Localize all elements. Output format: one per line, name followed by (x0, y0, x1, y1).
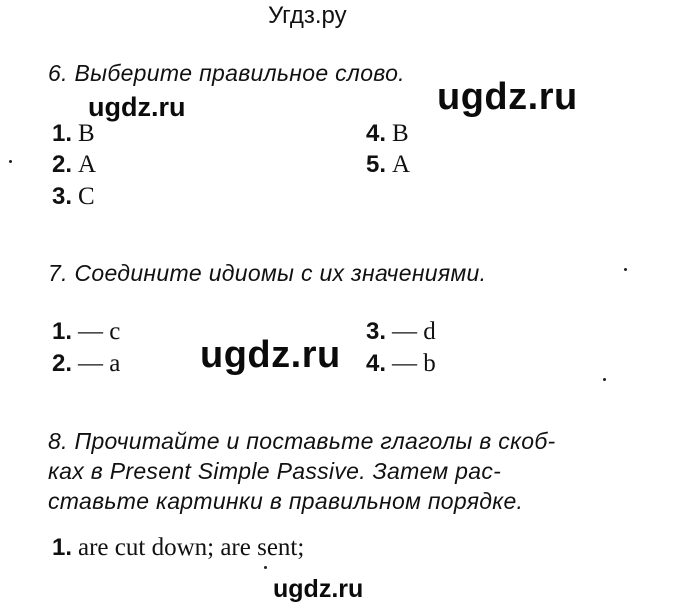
task-7-title: 7. Соедините идиомы с их значениями. (48, 260, 487, 286)
answer-item: 5. A (366, 151, 411, 178)
answer-item: 2. — a (52, 350, 121, 377)
watermark: ugdz.ru (200, 334, 341, 376)
task-6-title: 6. Выберите правильное слово. (48, 60, 405, 86)
speck (603, 378, 606, 381)
task-8-title-line: 8. Прочитайте и поставьте глаголы в скоб- (48, 428, 556, 454)
answer-item: 3. — d (366, 318, 436, 345)
answer-item: 3. C (52, 183, 95, 210)
watermark: ugdz.ru (437, 76, 578, 118)
speck (9, 160, 12, 163)
watermark: ugdz.ru (273, 575, 364, 603)
task-8-title-line: ставьте картинки в правильном порядке. (48, 488, 524, 514)
speck (624, 268, 627, 271)
site-label: Угдз.ру (268, 2, 347, 29)
watermark: ugdz.ru (88, 92, 186, 122)
answer-item: 1. — c (52, 318, 121, 345)
answer-item: 4. B (366, 120, 409, 147)
answer-item: 1. are cut down; are sent; (52, 534, 305, 561)
answer-item: 2. A (52, 151, 97, 178)
answer-item: 1. B (52, 120, 95, 147)
task-8-title-line: ках в Present Simple Passive. Затем рас- (48, 458, 502, 484)
speck (264, 566, 267, 569)
answer-item: 4. — b (366, 350, 436, 377)
